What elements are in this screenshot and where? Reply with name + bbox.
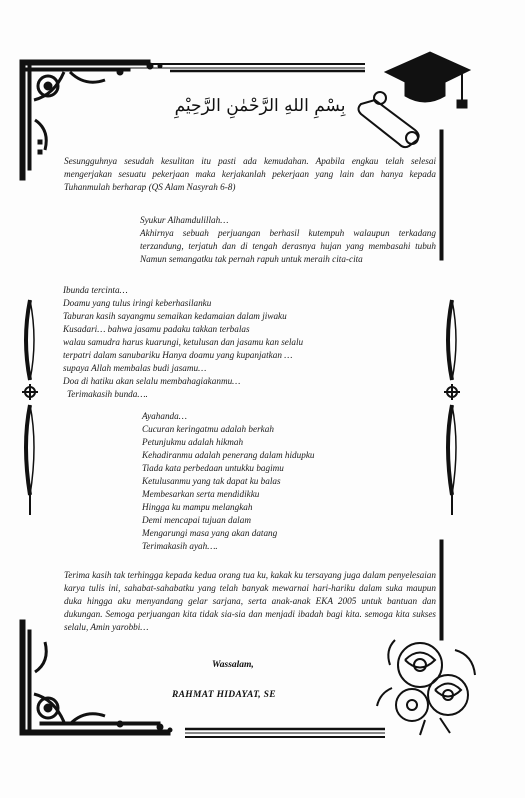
father-line: Ketulusanmu yang tak dapat ku balas (142, 476, 281, 486)
father-line: Kehadiranmu adalah penerang dalam hidupku (142, 450, 315, 460)
thanks-paragraph (64, 569, 436, 634)
father-line: Cucuran keringatmu adalah berkah (142, 424, 274, 434)
mother-line: supaya Allah membalas budi jasamu… (63, 363, 207, 373)
quran-quote-paragraph (64, 155, 436, 194)
thanks-text: Terima kasih tak terhingga kepada kedua orang tua ku, kakak ku tersayang juga dalam penyelesaian karya tulis ini, sahabat-sahabatku yang telah banyak mewarnai hari-hariku dalam suka maupun duka hingga aku menyandang gelar sarjana, serta anak-anak EKA 2005 untuk bantuan dan dukungan. Semoga perjuangan kita tidak sia-sia dan menjadi ibadah bagi kita. semoga kita sukses selalu, Amin yarobbi… (64, 570, 436, 632)
father-line: Mengarungi masa yang akan datang (142, 528, 278, 538)
father-line: Hingga ku mampu melangkah (142, 502, 253, 512)
basmala-heading: بِسْمِ اللهِ الرَّحْمٰنِ الرَّحِيْمِ (174, 96, 346, 116)
mother-line: Kusadari… bahwa jasamu padaku takkan terbalas (63, 324, 250, 334)
gratitude-text: Akhirnya sebuah perjuangan berhasil kutempuh walaupun terkadang terzandung, terjatuh dan di tengah derasnya hujan yang membasahi tubuh Namun semangatku tak pernah rapuh untuk meraih cita-cita (140, 228, 436, 264)
side-ornament-right (440, 130, 460, 640)
father-line: Membesarkan serta mendidikku (142, 489, 260, 499)
father-line: Petunjukmu adalah hikmah (142, 437, 244, 447)
signature-name: RAHMAT HIDAYAT, SE (172, 690, 276, 700)
father-line: Terimakasih ayah…. (142, 541, 218, 551)
father-line: Tiada kata perbedaan untukku bagimu (142, 463, 284, 473)
father-line: Demi mencapai tujuan dalam (142, 515, 251, 525)
father-poem (142, 410, 442, 553)
father-line: Ayahanda… (142, 411, 187, 421)
mother-line: terpatri dalam sanubariku Hanya doamu yang kupanjatkan … (63, 350, 293, 360)
mother-line: Doa di hatiku akan selalu membahagiakanmu… (63, 376, 241, 386)
mother-line: Taburan kasih sayangmu semaikan kedamaian dalam jiwaku (63, 311, 287, 321)
mother-poem (63, 284, 423, 401)
bottom-rule (185, 729, 385, 737)
side-ornament-left (22, 300, 38, 515)
mother-line: Doamu yang tulus iringi keberhasilanku (63, 298, 212, 308)
corner-ornament-bottom-left (20, 620, 172, 735)
mother-line: Ibunda tercinta… (63, 285, 128, 295)
quran-quote-text: Sesungguhnya sesudah kesulitan itu pasti ada kemudahan. Apabila engkau telah selesai mengerjakan sesuatu pekerjaan maka kerjakanlah pekerjaan yang lain dan hanya kepada Tuhanmulah berharap (QS Alam Nasyrah 6-8) (64, 156, 436, 192)
gratitude-heading: Syukur Alhamdulillah… (140, 215, 229, 225)
gratitude-section (140, 214, 436, 266)
graduation-cap-icon (385, 52, 470, 108)
roses-illustration (377, 640, 475, 735)
closing-salutation: Wassalam, (212, 660, 254, 670)
mother-line: walau samudra harus kuarungi, ketulusan dan jasamu kan selalu (63, 337, 304, 347)
mother-line: Terimakasih bunda…. (67, 389, 148, 399)
